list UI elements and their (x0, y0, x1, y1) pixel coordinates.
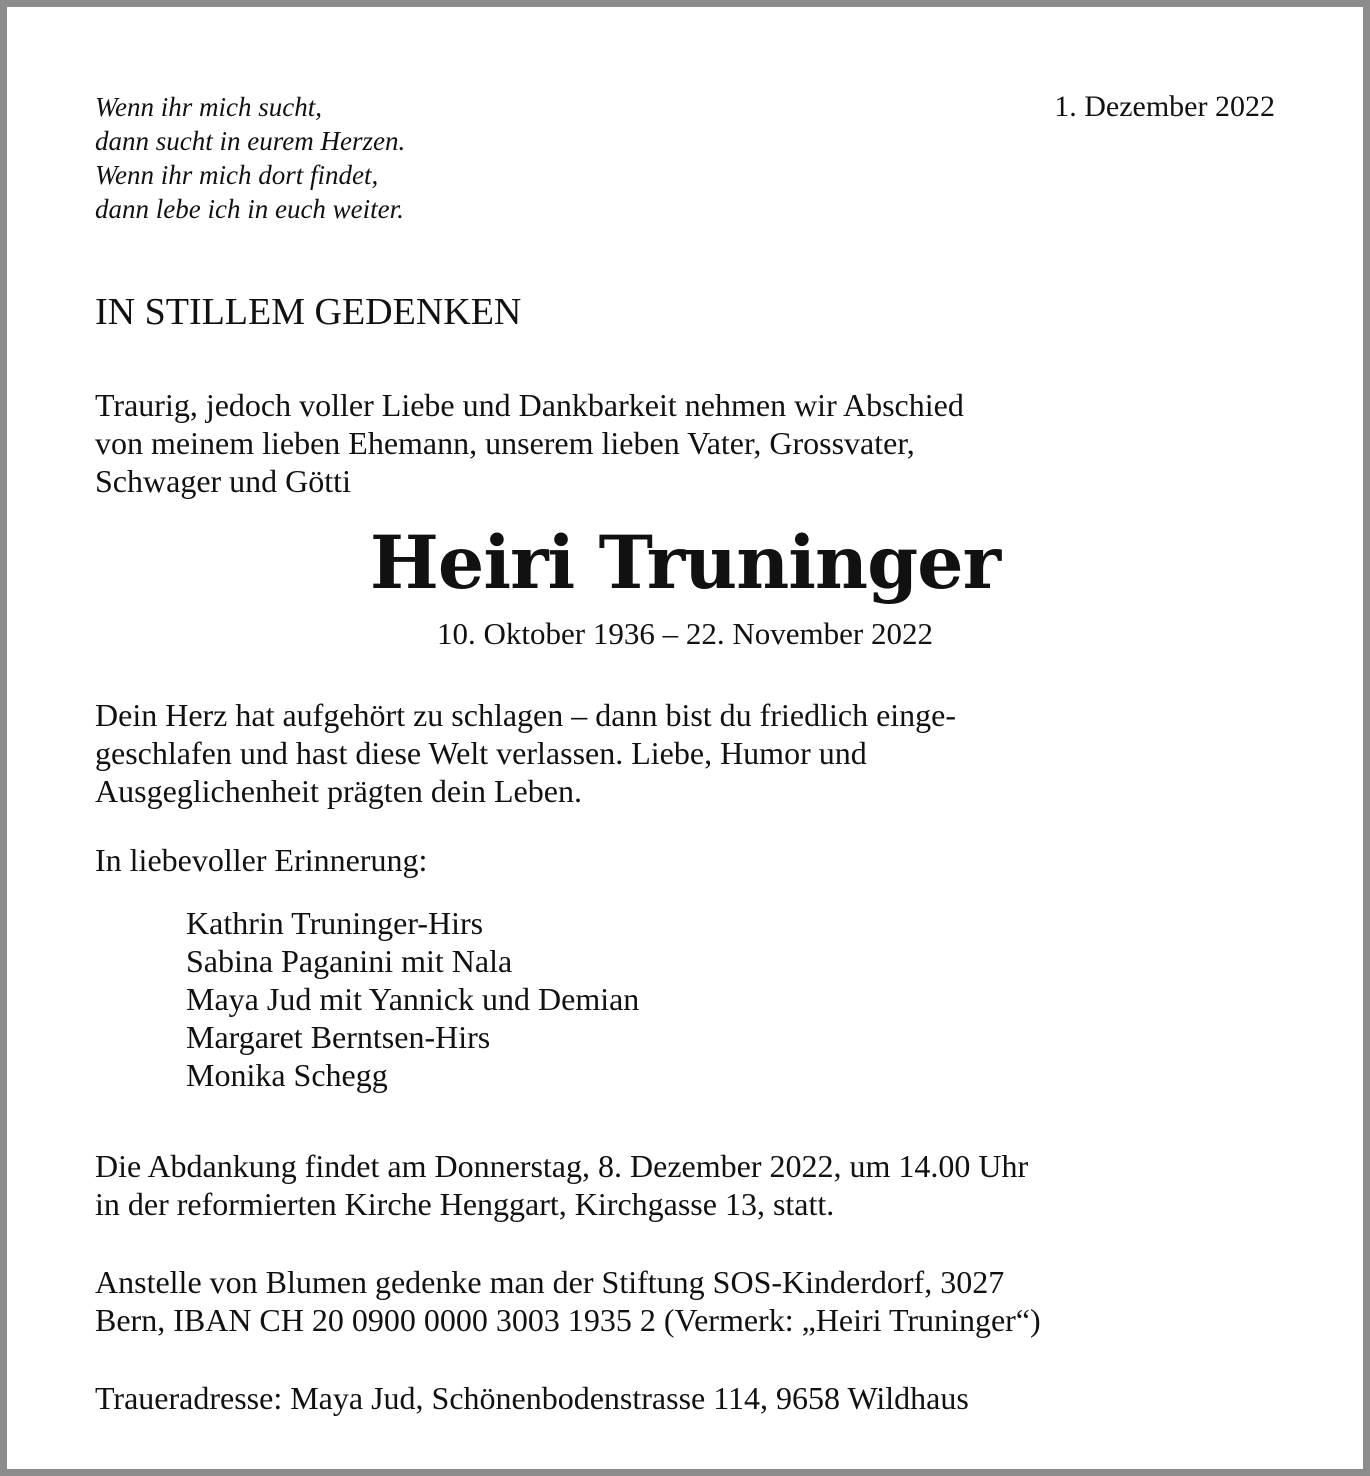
poem-line: dann sucht in eurem Herzen. (95, 126, 406, 156)
mourner-name: Kathrin Truninger-Hirs (186, 905, 484, 941)
donation-paragraph (95, 1263, 1041, 1339)
poem (95, 90, 405, 226)
body-line: Dein Herz hat aufgehört zu schlagen – dann bist du friedlich einge- (95, 697, 957, 733)
body-line: Ausgeglichenheit prägten dein Leben. (95, 773, 582, 809)
body-line: geschlafen und hast diese Welt verlassen. Liebe, Humor und (95, 735, 867, 771)
mourners-list (186, 904, 639, 1094)
intro-line: von meinem lieben Ehemann, unserem lieben Vater, Grossvater, (95, 425, 915, 461)
intro-line: Schwager und Götti (95, 463, 351, 499)
deceased-name: Heiri Truninger (369, 520, 1001, 606)
publication-date: 1. Dezember 2022 (1054, 90, 1275, 123)
donation-line: Bern, IBAN CH 20 0900 0000 3003 1935 2 (Vermerk: „Heiri Truninger“) (95, 1302, 1041, 1338)
intro-line: Traurig, jedoch voller Liebe und Dankbarkeit nehmen wir Abschied (95, 387, 964, 423)
memory-label: In liebevoller Erinnerung: (95, 842, 428, 878)
intro-paragraph (95, 386, 964, 500)
mourning-address: Traueradresse: Maya Jud, Schönenbodenstrasse 114, 9658 Wildhaus (95, 1380, 969, 1416)
mourner-name: Sabina Paganini mit Nala (186, 943, 513, 979)
mourner-name: Monika Schegg (186, 1057, 388, 1093)
poem-line: dann lebe ich in euch weiter. (95, 194, 404, 224)
notice-heading: IN STILLEM GEDENKEN (95, 291, 522, 333)
mourner-name: Maya Jud mit Yannick und Demian (186, 981, 640, 1017)
ceremony-paragraph (95, 1147, 1028, 1223)
poem-line: Wenn ihr mich sucht, (95, 92, 322, 122)
mourner-name: Margaret Berntsen-Hirs (186, 1019, 491, 1055)
ceremony-line: Die Abdankung findet am Donnerstag, 8. Dezember 2022, um 14.00 Uhr (95, 1148, 1029, 1184)
donation-line: Anstelle von Blumen gedenke man der Stiftung SOS-Kinderdorf, 3027 (95, 1264, 1005, 1300)
life-dates: 10. Oktober 1936 – 22. November 2022 (437, 616, 933, 651)
body-paragraph (95, 696, 956, 810)
ceremony-line: in der reformierten Kirche Henggart, Kirchgasse 13, statt. (95, 1186, 835, 1222)
poem-line: Wenn ihr mich dort findet, (95, 160, 379, 190)
